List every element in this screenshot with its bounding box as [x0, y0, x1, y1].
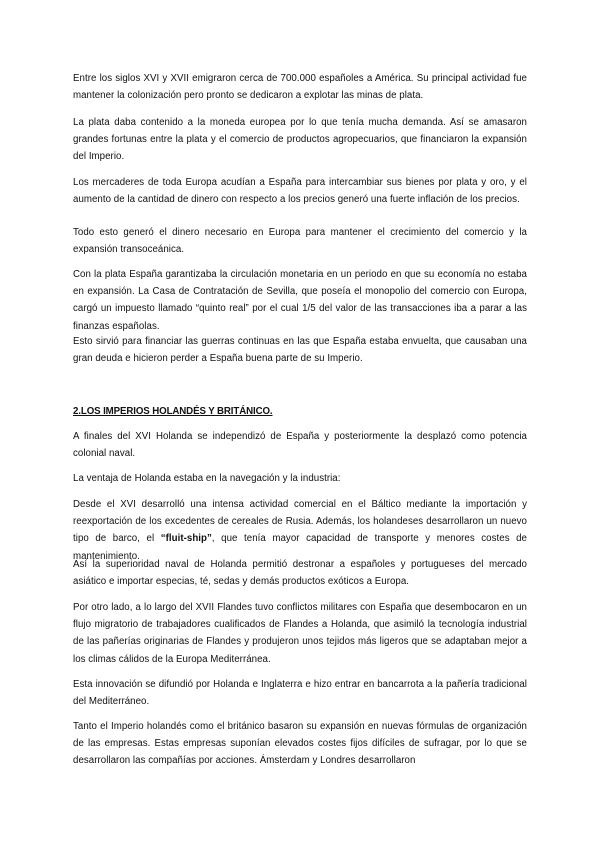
paragraph-holland-independence: A finales del XVI Holanda se independizó de España y posteriormente la desplazó como potencia colonial naval.	[73, 431, 527, 460]
paragraph-silver-currency: La plata daba contenido a la moneda europea por lo que tenía mucha demanda. Así se amasaron grandes fortunas entre la plata y el comercio de productos agropecuarios, que financiaron la expansión del Imperio.	[73, 117, 527, 163]
paragraph-merchants-inflation: Los mercaderes de toda Europa acudían a España para intercambiar sus bienes por plata y oro, y el aumento de la cantidad de dinero con respecto a los precios generó una fuerte inflación de los precios.	[73, 177, 527, 206]
paragraph-holland-advantage: La ventaja de Holanda estaba en la navegación y la industria:	[73, 473, 341, 484]
paragraph-emigration: Entre los siglos XVI y XVII emigraron cerca de 700.000 españoles a América. Su principal actividad fue mantener la colonización pero pronto se dedicaron a explotar las minas de plata.	[73, 73, 527, 102]
fluit-ship-term: “fluit-ship”	[160, 533, 212, 545]
paragraph-innovation: Esta innovación se difundió por Holanda e Inglaterra e hizo entrar en bancarrota a la pañería tradicional del Mediterráneo.	[73, 679, 527, 708]
paragraph-wars-debt: Esto sirvió para financiar las guerras continuas en las que España estaba envuelta, que causaban una gran deuda e hicieron perder a España buena parte de su Imperio.	[73, 336, 527, 365]
fluit-text-before: Desde el XVI desarrolló una intensa actividad comercial en el Báltico mediante la importación y reexportación de los excedentes de cereales de Rusia. Además, los holandeses desarrollaron un nuevo tipo de barco, el	[73, 499, 527, 545]
paragraph-flanders-migration: Por otro lado, a lo largo del XVII Flandes tuvo conflictos militares con España que desembocaron en un flujo migratorio de trabajadores cualificados de Flandes a Holanda, que asimiló la tecnología industrial de las pañerías originarias de Flandes y produjeron unos tejidos más ligeros que se adaptaban mejor a los climas cálidos de la Europa Mediterránea.	[73, 602, 527, 665]
paragraph-casa-contratacion: Con la plata España garantizaba la circulación monetaria en un periodo en que su economía no estaba en expansión. La Casa de Contratación de Sevilla, que poseía el monopolio del comercio con Europa, cargó un impuesto llamado “quinto real” por el cual 1/5 del valor de las transacciones iba a parar a las finanzas españolas.	[73, 269, 527, 332]
fluit-text-after: , que tenía mayor capacidad de transporte y menores costes de mantenimiento.	[73, 533, 527, 562]
paragraph-naval-superiority: Así la superioridad naval de Holanda permitió destronar a españoles y portugueses del mercado asiático e importar especias, té, sedas y demás productos exóticos a Europa.	[73, 559, 527, 588]
paragraph-commerce-growth: Todo esto generó el dinero necesario en Europa para mantener el crecimiento del comercio y la expansión transoceánica.	[73, 227, 527, 256]
paragraph-joint-stock: Tanto el Imperio holandés como el británico basaron su expansión en nuevas fórmulas de organización de las empresas. Estas empresas suponían elevados costes fijos difíciles de sufragar, por lo que se desarrollaron las compañías por acciones. Ámsterdam y Londres desarrollaron	[73, 721, 527, 767]
paragraph-baltic-fluit-ship	[73, 496, 527, 565]
section-heading: 2.LOS IMPERIOS HOLANDÉS Y BRITÁNICO.	[73, 406, 273, 417]
